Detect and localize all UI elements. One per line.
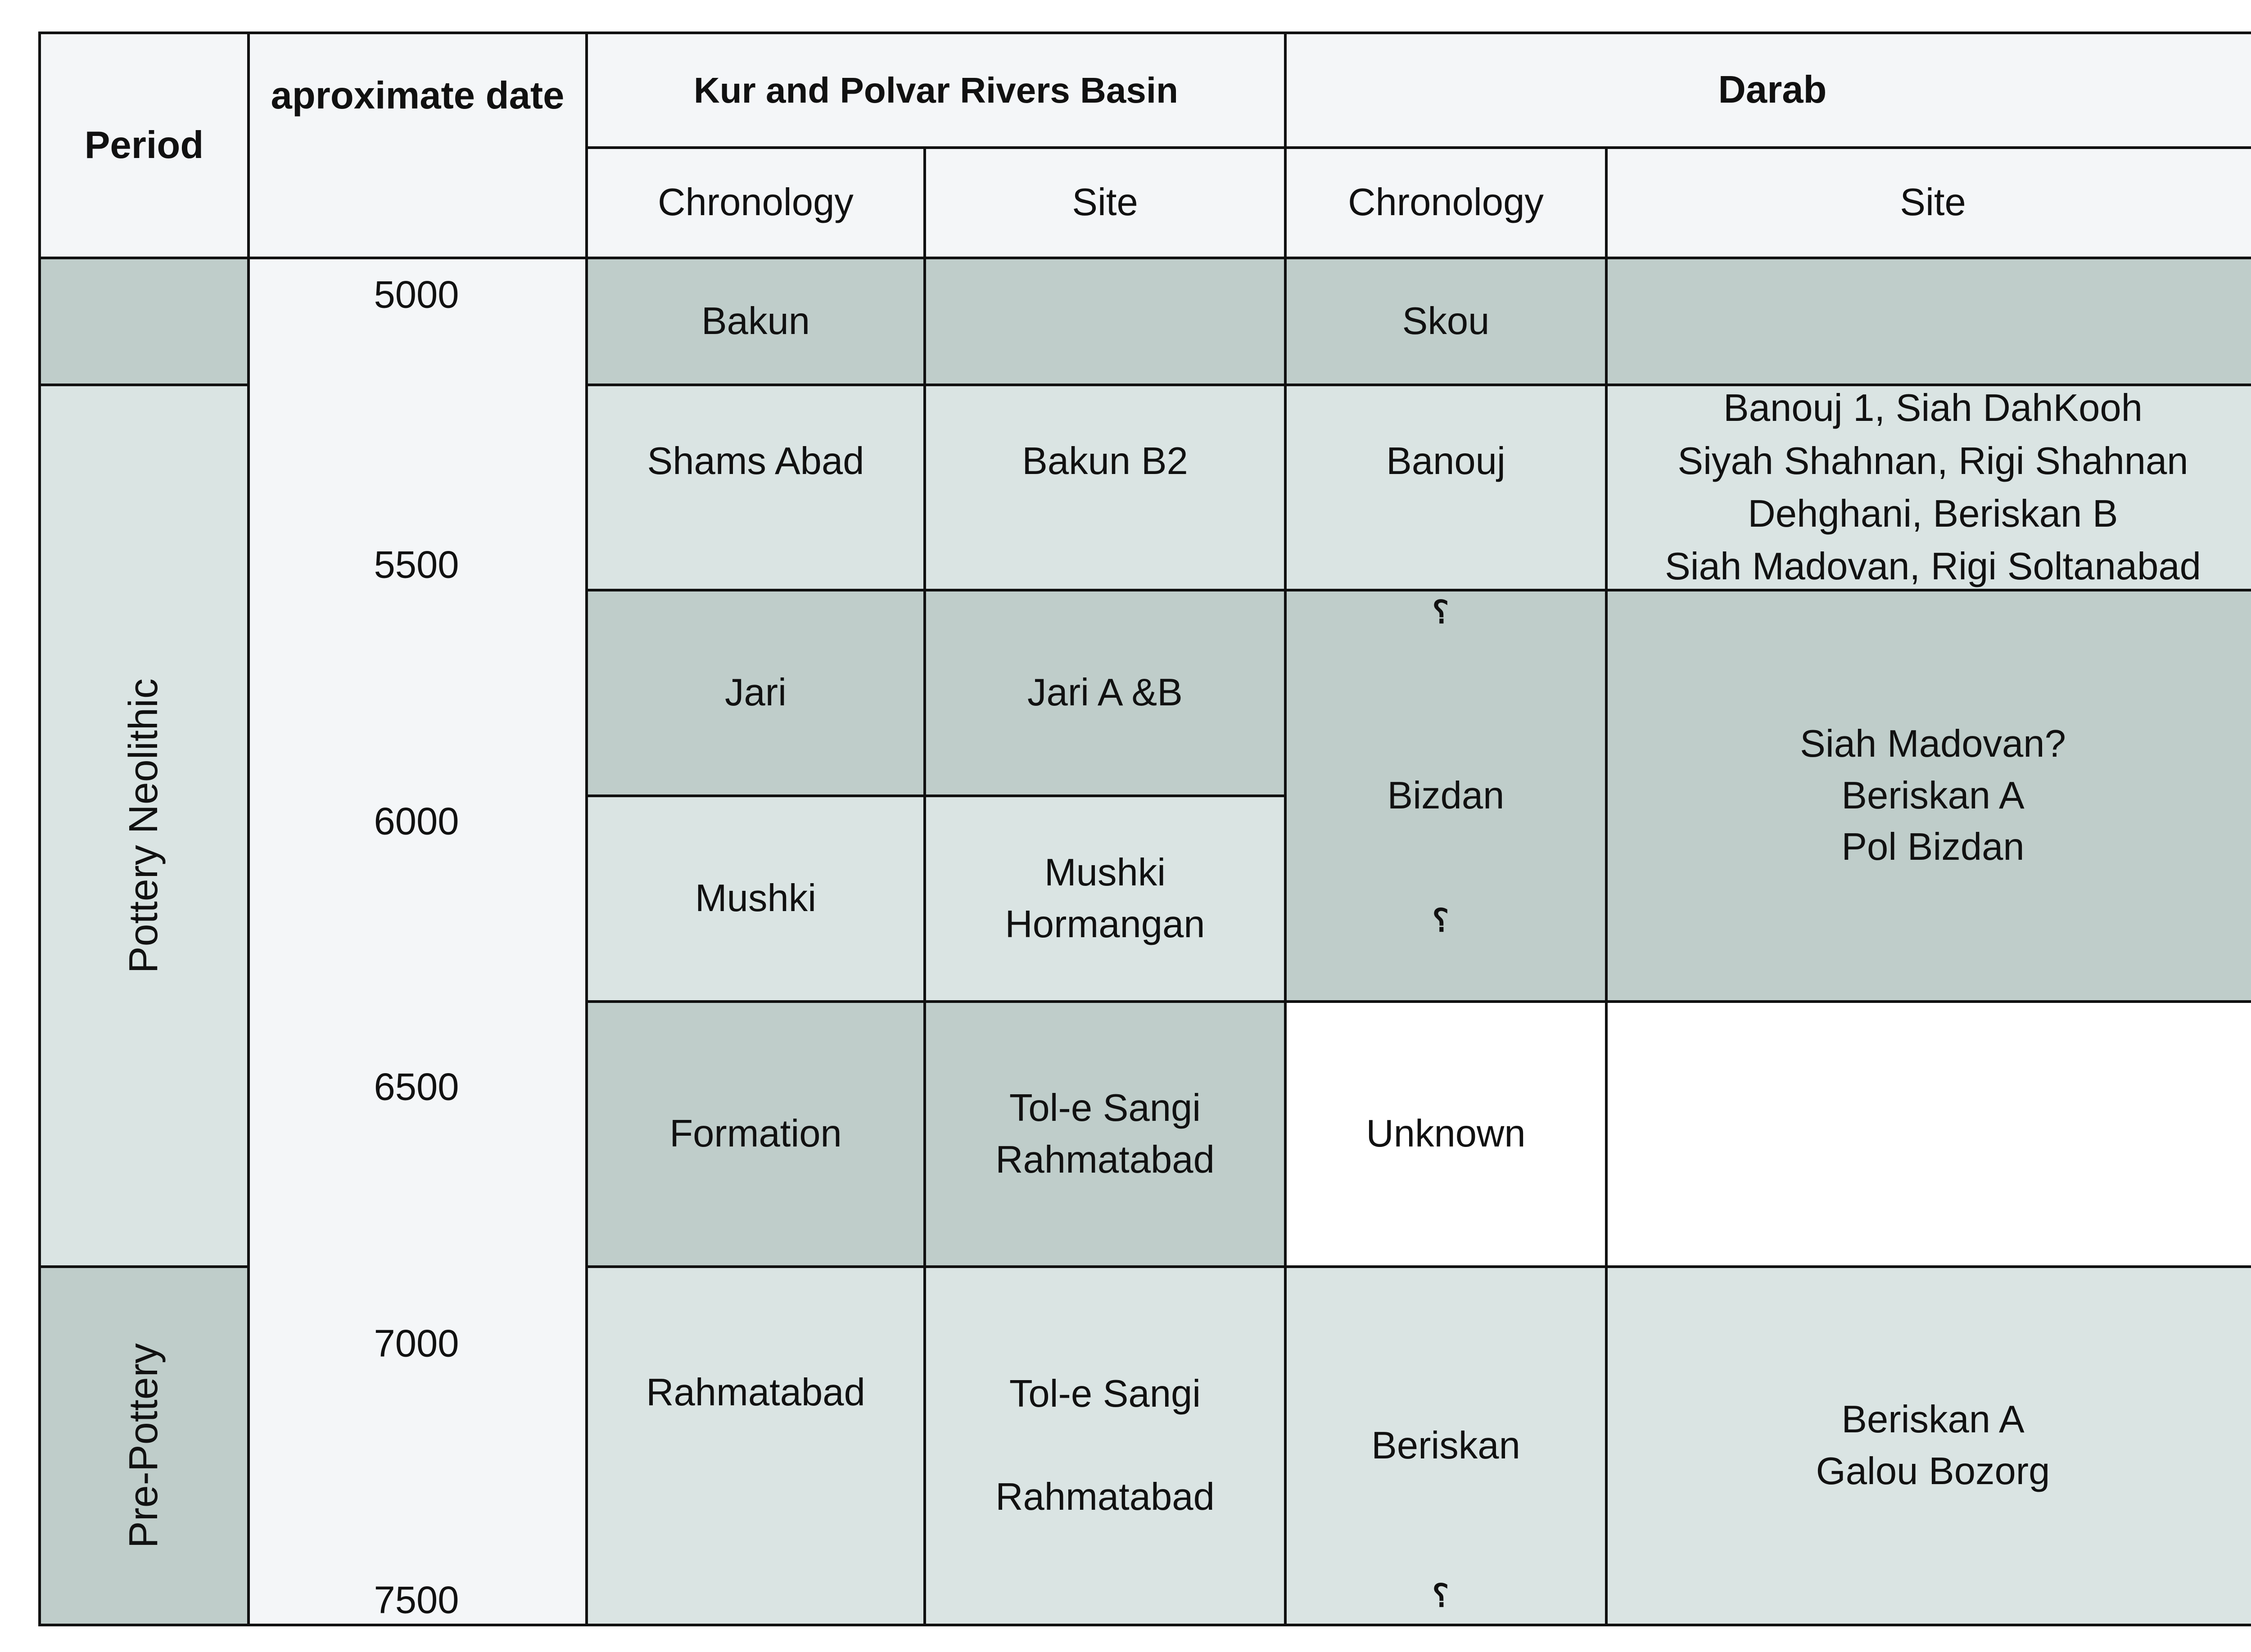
- kur-site-cell: Mushki Hormangan: [923, 794, 1287, 1003]
- darab-chronology-cell: Unknown: [1284, 1000, 1608, 1268]
- kur-site-cell: Bakun B2: [923, 384, 1287, 591]
- kur-chronology-cell: Bakun: [585, 257, 926, 386]
- date-column: [247, 257, 588, 1626]
- darab-site-cell: [1605, 1000, 2251, 1268]
- date-label: 7000: [374, 1322, 459, 1365]
- date-label: 5000: [374, 273, 459, 316]
- kur-site-cell: [923, 257, 1287, 386]
- darab-site-cell: Beriskan A Galou Bozorg: [1605, 1265, 2251, 1626]
- kur-chronology-cell: Jari: [585, 589, 926, 797]
- header-darab-site: Site: [1605, 146, 2251, 259]
- kur-site-cell: Jari A &B: [923, 589, 1287, 797]
- kur-chronology-cell: Formation: [585, 1000, 926, 1268]
- kur-chronology-cell: Rahmatabad: [585, 1265, 926, 1626]
- header-darab-chronology: Chronology: [1284, 146, 1608, 259]
- kur-site-cell: Tol-e Sangi Rahmatabad: [923, 1265, 1287, 1626]
- header-kur-basin: Kur and Polvar Rivers Basin: [585, 32, 1287, 149]
- darab-chronology-cell: Skou: [1284, 257, 1608, 386]
- darab-site-cell: [1605, 257, 2251, 386]
- header-darab: Darab: [1284, 32, 2251, 149]
- kur-site-cell: Tol-e Sangi Rahmatabad: [923, 1000, 1287, 1268]
- darab-chronology-cell: Bizdan: [1284, 589, 1608, 1003]
- date-label: 5500: [374, 543, 459, 587]
- question-mark: ؟: [1432, 903, 1449, 938]
- darab-site-cell: Banouj 1, Siah DahKooh Siyah Shahnan, Rigi Shahnan Dehghani, Beriskan B Siah Madovan, Rigi Soltanabad: [1605, 384, 2251, 591]
- darab-chronology-cell: Banouj: [1284, 384, 1608, 591]
- period-cell-pottery-neolithic: [38, 384, 250, 1268]
- kur-chronology-cell: Mushki: [585, 794, 926, 1003]
- kur-chronology-cell: Shams Abad: [585, 384, 926, 591]
- date-label: 6500: [374, 1065, 459, 1109]
- question-mark: ؟: [1432, 1578, 1449, 1613]
- question-mark: ؟: [1432, 595, 1449, 630]
- date-label: 6000: [374, 800, 459, 843]
- header-kur-chronology: Chronology: [585, 146, 926, 259]
- darab-chronology-cell: Beriskan: [1284, 1265, 1608, 1626]
- date-label: 7500: [374, 1579, 459, 1622]
- darab-site-cell: Siah Madovan? Beriskan A Pol Bizdan: [1605, 589, 2251, 1003]
- period-label-pre-pottery: Pre-Pottery: [121, 1343, 167, 1548]
- header-approximate-date: aproximate date: [247, 32, 588, 259]
- header-period: Period: [38, 32, 250, 259]
- period-cell-empty: [38, 257, 250, 386]
- header-kur-site: Site: [923, 146, 1287, 259]
- period-label-pottery-neolithic: Pottery Neolithic: [121, 678, 167, 974]
- period-cell-pre-pottery: [38, 1265, 250, 1626]
